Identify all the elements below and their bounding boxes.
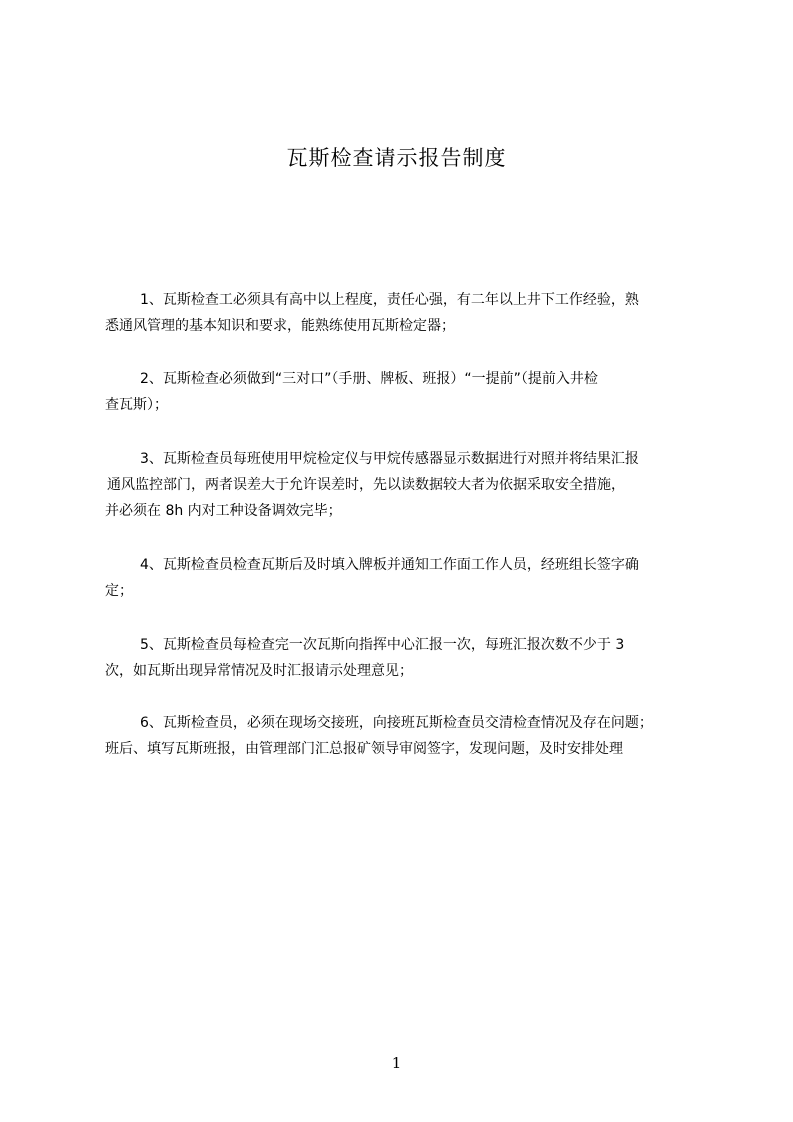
- paragraph-5: [105, 632, 725, 684]
- paragraph-line: 悉通风管理的基本知识和要求，能熟练使用瓦斯检定器；: [105, 318, 455, 334]
- paragraph-6: [105, 710, 725, 762]
- page-number: 1: [391, 1054, 402, 1072]
- paragraph-line: 5、瓦斯检查员每检查完一次瓦斯向指挥中心汇报一次，每班汇报次数不少于 3: [140, 637, 625, 653]
- paragraph-1: [105, 287, 725, 339]
- paragraph-line: 班后、填写瓦斯班报，由管理部门汇总报矿领导审阅签字，发现问题，及时安排处理: [105, 741, 623, 757]
- paragraph-line: 2、瓦斯检查必须做到“三对口”（手册、牌板、班报）“一提前”（提前入井检: [140, 371, 598, 387]
- paragraph-line: 定；: [105, 583, 133, 599]
- paragraph-line: 3、瓦斯检查员每班使用甲烷检定仪与甲烷传感器显示数据进行对照并将结果汇报: [140, 451, 639, 467]
- paragraph-3: [105, 446, 725, 524]
- paragraph-line: 1、瓦斯检查工必须具有高中以上程度，责任心强，有二年以上井下工作经验，熟: [140, 292, 639, 308]
- paragraph-4: [105, 552, 725, 604]
- paragraph-line: 4、瓦斯检查员检查瓦斯后及时填入牌板并通知工作面工作人员，经班组长签字确: [140, 557, 639, 573]
- paragraph-line: 并必须在 8h 内对工种设备调效完毕；: [105, 503, 342, 519]
- document-title: 瓦斯检查请示报告制度: [286, 146, 507, 170]
- paragraph-2: [105, 366, 725, 418]
- paragraph-line: 次，如瓦斯出现异常情况及时汇报请示处理意见；: [105, 663, 413, 679]
- paragraph-line: 通风监控部门，两者误差大于允许误差时，先以读数据较大者为依据采取安全措施，: [107, 477, 625, 493]
- paragraph-line: 查瓦斯）；: [105, 397, 168, 413]
- paragraph-line: 6、瓦斯检查员，必须在现场交接班，向接班瓦斯检查员交清检查情况及存在问题；: [140, 715, 653, 731]
